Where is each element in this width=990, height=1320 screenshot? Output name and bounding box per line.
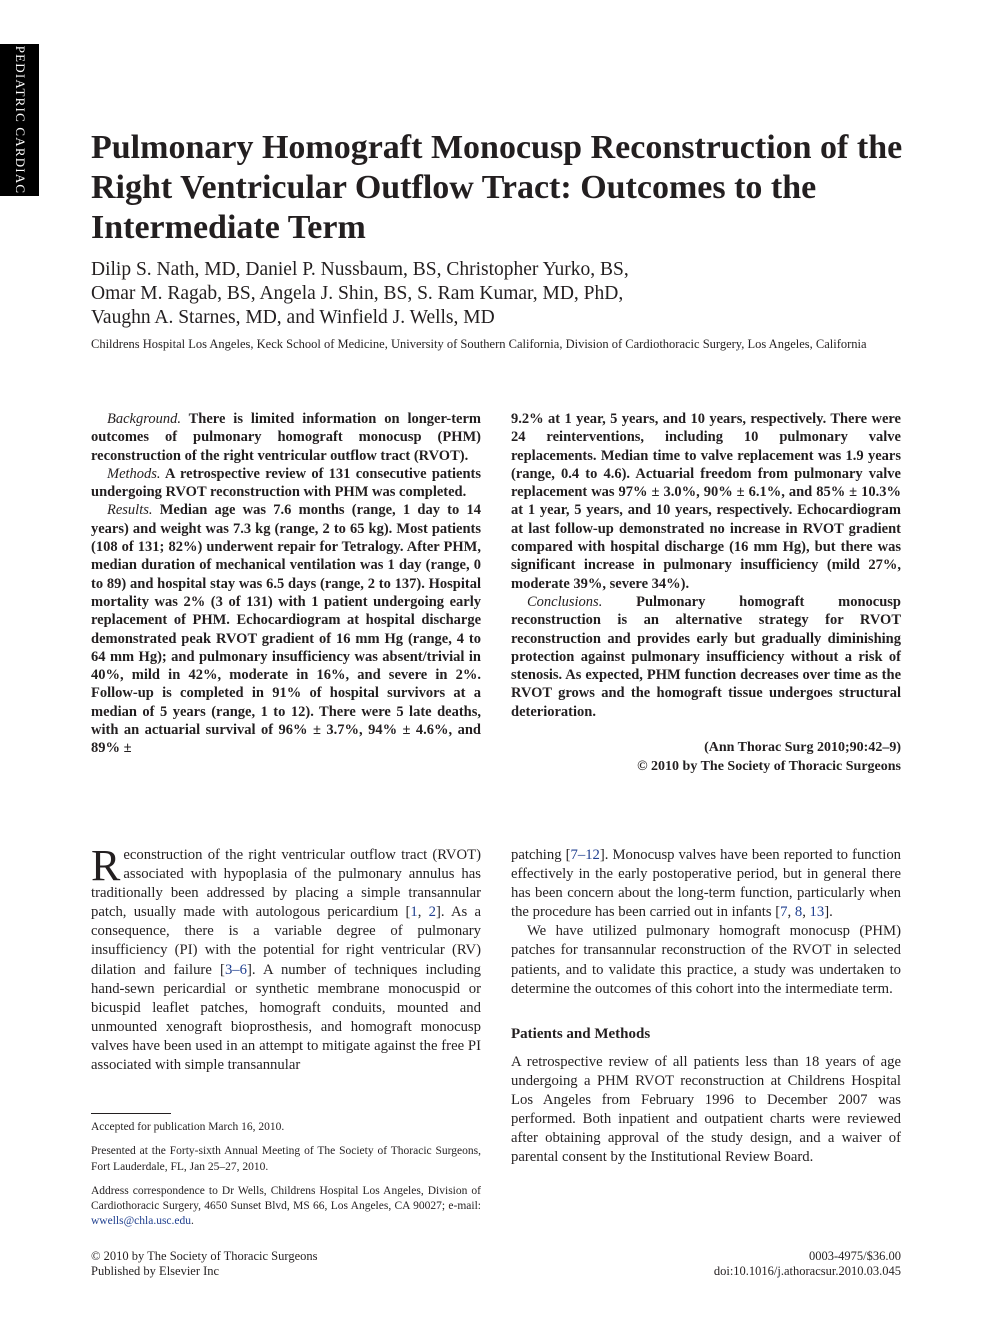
reference-link[interactable]: 3–6 bbox=[224, 961, 247, 978]
author-list bbox=[91, 258, 911, 330]
email-link[interactable]: wwells@chla.usc.edu bbox=[91, 1215, 192, 1228]
abstract-right-column bbox=[511, 410, 901, 776]
journal-citation: (Ann Thorac Surg 2010;90:42–9) © 2010 by The Society of Thoracic Surgeons bbox=[637, 740, 901, 774]
reference-link[interactable]: 1 bbox=[410, 904, 418, 921]
footer-right bbox=[601, 1249, 901, 1280]
reference-link[interactable]: 7–12 bbox=[570, 847, 600, 863]
drop-cap: R bbox=[91, 841, 121, 890]
footnote-divider bbox=[91, 1113, 171, 1114]
affiliation: Childrens Hospital Los Angeles, Keck School of Medicine, University of Southern California, Division of Cardiothoracic Surgery, Los Angeles, California bbox=[91, 337, 867, 351]
reference-link[interactable]: 13 bbox=[809, 904, 825, 921]
abstract-results-continued: 9.2% at 1 year, 5 years, and 10 years, respectively. There were 24 reinterventions, including 10 pulmonary valve replacements. Median time to valve replacement was 1.9 years (range, 0.4 to 4.6). Actuarial freedom from pulmonary valve replacement was 97% ± 3.0%, 90% ± 6.1%, and 85% ± 10.3% at 1 year, 5 years, and 10 years, respectively. Echocardiogram at last follow-up demonstrated no increase in RVOT gradient compared with hospital discharge (16 mm Hg), but there was significant increase in pulmonary insufficiency (mild 27%, moderate 39%, severe 34%). bbox=[511, 411, 901, 592]
article-title: Pulmonary Homograft Monocusp Reconstruction of the Right Ventricular Outflow Tract: Outcomes to the Intermediate Term bbox=[91, 129, 903, 246]
abstract-background: Background. There is limited information on longer-term outcomes of pulmonary homograft monocusp (PHM) reconstruction of the right ventricular outflow tract (RVOT). bbox=[91, 411, 481, 464]
abstract-conclusions: Conclusions. Pulmonary homograft monocusp reconstruction is an alternative strategy for RVOT reconstruction and provides early but gradually diminishing protection against pulmonary insufficiency without a risk of stenosis. As expected, PHM function decreases over time as the RVOT grows and the homograft tissue undergoes structural deterioration. bbox=[511, 593, 901, 720]
footer-issn: 0003-4975/$36.00 bbox=[808, 1249, 901, 1263]
body-right-column bbox=[511, 846, 901, 1167]
body-left-column bbox=[91, 841, 482, 1075]
reference-link[interactable]: 2 bbox=[428, 904, 436, 921]
footer-left bbox=[91, 1249, 317, 1280]
author-line: Vaughn A. Starnes, MD, and Winfield J. Wells, MD bbox=[91, 307, 495, 328]
footnote-accepted: Accepted for publication March 16, 2010. bbox=[91, 1121, 285, 1133]
footer-copyright: © 2010 by The Society of Thoracic Surgeons bbox=[91, 1249, 318, 1263]
section-tab bbox=[0, 44, 39, 196]
intro-paragraph-continued: patching [7–12]. Monocusp valves have been reported to function effectively in the early postoperative period, but in general there has been concern about the long-term function, particularly when the procedure has been carried out in infants [7, 8, 13]. bbox=[511, 847, 902, 921]
intro-paragraph-2: We have utilized pulmonary homograft monocusp (PHM) patches for transannular reconstruction of the RVOT in selected patients, and to validate this practice, a study was undertaken to determine the outcomes of this cohort into the intermediate term. bbox=[511, 923, 901, 997]
footnotes bbox=[91, 1120, 481, 1239]
author-line: Omar M. Ragab, BS, Angela J. Shin, BS, S. Ram Kumar, MD, PhD, bbox=[91, 283, 624, 304]
section-tab-label: PEDIATRIC CARDIAC bbox=[12, 45, 28, 195]
footer-doi: doi:10.1016/j.athoracsur.2010.03.045 bbox=[713, 1264, 901, 1279]
abstract-left-column bbox=[91, 410, 481, 758]
footnote-presented: Presented at the Forty-sixth Annual Meeting of The Society of Thoracic Surgeons, Fort Lauderdale, FL, Jan 25–27, 2010. bbox=[91, 1145, 481, 1173]
author-line: Dilip S. Nath, MD, Daniel P. Nussbaum, BS, Christopher Yurko, BS, bbox=[91, 259, 629, 280]
reference-link[interactable]: 8 bbox=[794, 904, 803, 921]
reference-link[interactable]: 7 bbox=[780, 904, 788, 921]
intro-paragraph: Reconstruction of the right ventricular outflow tract (RVOT) associated with hypoplasia of the pulmonary annulus has traditionally been addressed by placing a simple transannular patch, usually made with autologous pericardium [1, 2]. As a consequence, there is a variable degree of pulmonary insufficiency (PI) with the potential for right ventricular (RV) dilation and failure [3–6]. A number of techniques including hand-sewn pericardial or synthetic membrane monocuspid or bicuspid leaflet patches, homograft conduits, mounted and unmounted xenograft bioprosthesis, and homograft monocusp valves have been used in an attempt to mitigate against the free PI associated with simple transannular bbox=[91, 841, 482, 1074]
methods-paragraph: A retrospective review of all patients less than 18 years of age undergoing a PHM RVOT reconstruction at Childrens Hospital Los Angeles from February 1996 to December 2007 was performed. Both inpatient and outpatient charts were reviewed after obtaining approval of the study design, and a waiver of parental consent by the Institutional Review Board. bbox=[511, 1053, 901, 1166]
footnote-address: Address correspondence to Dr Wells, Childrens Hospital Los Angeles, Division of Cardiothoracic Surgery, 4650 Sunset Blvd, MS 66, Los Angeles, CA 90027; e-mail: wwells@chla.usc.edu. bbox=[91, 1184, 481, 1228]
section-heading: Patients and Methods bbox=[511, 1025, 651, 1042]
abstract-methods: Methods. A retrospective review of 131 consecutive patients undergoing RVOT reconstruction with PHM was completed. bbox=[91, 465, 482, 501]
abstract-results: Results. Median age was 7.6 months (range, 1 day to 14 years) and weight was 7.3 kg (range, 2 to 65 kg). Most patients (108 of 131; 82%) underwent repair for Tetralogy. After PHM, median duration of mechanical ventilation was 1 day (range, 0 to 89) and hospital stay was 6.5 days (range, 2 to 137). Hospital mortality was 2% (3 of 131) with 1 patient undergoing early replacement of PHM. Echocardiogram at hospital discharge demonstrated peak RVOT gradient of 16 mm Hg (range, 4 to 64 mm Hg); and pulmonary insufficiency was absent/trivial in 40%, mild in 42%, moderate in 16%, and severe in 2%. Follow-up is completed in 91% of hospital survivors at a median of 5 years (range, 1 to 12). There were 5 late deaths, with an actuarial survival of 96% ± 3.7%, 94% ± 4.6%, and 89% ± bbox=[91, 502, 481, 757]
footer-publisher: Published by Elsevier Inc bbox=[91, 1264, 220, 1279]
